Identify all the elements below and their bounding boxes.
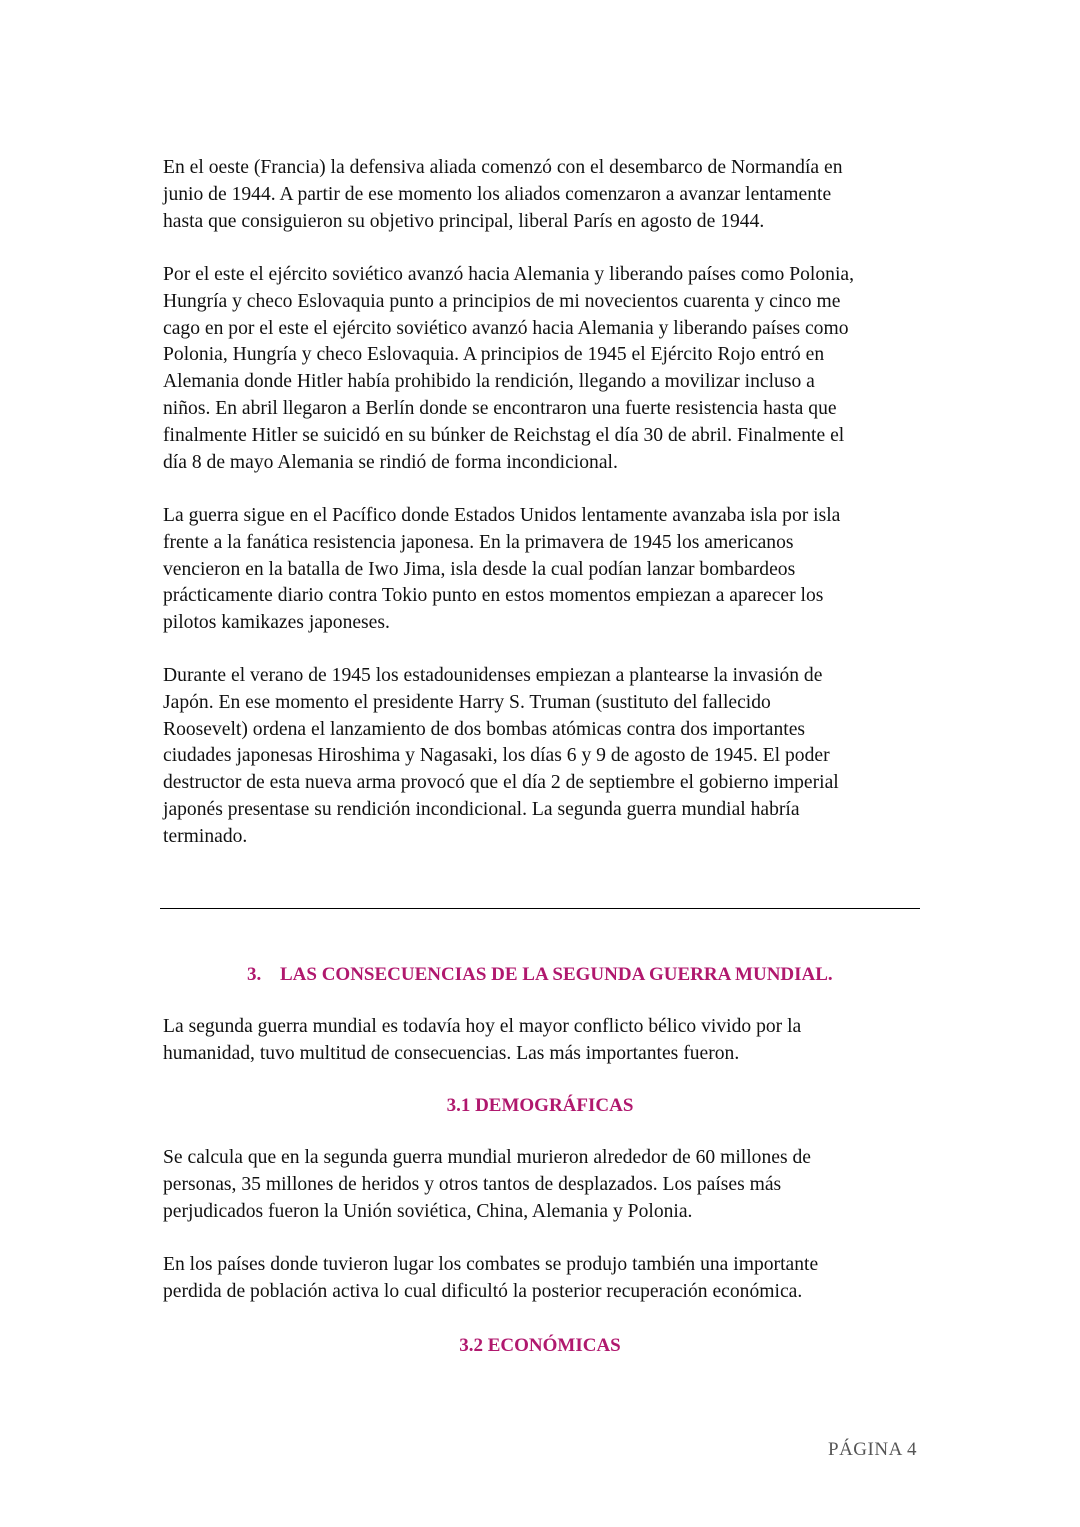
text-line: finalmente Hitler se suicidó en su búnker de Reichstag el día 30 de abril. Finalmente el — [163, 424, 845, 446]
text-line: Se calcula que en la segunda guerra mundial murieron alrededor de 60 millones de — [163, 1147, 811, 1168]
text-line: japonés presentase su rendición incondicional. La segunda guerra mundial habría — [163, 798, 800, 820]
text-line: cago en por el este el ejército soviético avanzó hacia Alemania y liberando países como — [163, 317, 849, 339]
text-line: En los países donde tuvieron lugar los combates se produjo también una importante — [163, 1254, 819, 1275]
section-title: LAS CONSECUENCIAS DE LA SEGUNDA GUERRA MUNDIAL. — [280, 964, 833, 985]
section-heading — [247, 962, 833, 988]
text-line: La guerra sigue en el Pacífico donde Estados Unidos lentamente avanzaba isla por isla — [163, 505, 841, 526]
paragraph-normandy — [163, 155, 923, 235]
text-line: Alemania donde Hitler había prohibido la rendición, llegando a movilizar incluso a — [163, 371, 815, 393]
text-line: Japón. En ese momento el presidente Harry S. Truman (sustituto del fallecido — [163, 691, 771, 713]
text-line: Polonia, Hungría y checo Eslovaquia. A principios de 1945 el Ejército Rojo entró en — [163, 344, 825, 366]
section-number: 3. — [247, 964, 262, 985]
section-intro — [163, 1014, 923, 1068]
paragraph-atomic-bombs — [163, 663, 923, 851]
paragraph-pacific — [163, 503, 923, 637]
text-line: Durante el verano de 1945 los estadounidenses empiezan a plantearse la invasión de — [163, 665, 823, 686]
text-line: perjudicados fueron la Unión soviética, China, Alemania y Polonia. — [163, 1200, 693, 1222]
text-line: Hungría y checo Eslovaquia punto a principios de mi novecientos cuarenta y cinco me — [163, 290, 841, 312]
text-line: La segunda guerra mundial es todavía hoy el mayor conflicto bélico vivido por la — [163, 1016, 802, 1037]
page-number: PÁGINA 4 — [828, 1439, 917, 1460]
paragraph-population-loss — [163, 1252, 923, 1306]
paragraph-eastern-front — [163, 262, 923, 476]
text-line: En el oeste (Francia) la defensiva aliada comenzó con el desembarco de Normandía en — [163, 157, 843, 178]
section-divider — [160, 908, 920, 909]
paragraph-casualties — [163, 1145, 923, 1225]
subsection-heading-demographics: 3.1 DEMOGRÁFICAS — [446, 1095, 634, 1116]
text-line: frente a la fanática resistencia japonesa. En la primavera de 1945 los americanos — [163, 531, 794, 553]
text-line: hasta que consiguieron su objetivo principal, liberal París en agosto de 1944. — [163, 210, 765, 232]
text-line: día 8 de mayo Alemania se rindió de forma incondicional. — [163, 451, 618, 473]
text-line: Por el este el ejército soviético avanzó hacia Alemania y liberando países como Polonia, — [163, 264, 854, 285]
text-line: personas, 35 millones de heridos y otros tantos de desplazados. Los países más — [163, 1173, 782, 1195]
text-line: niños. En abril llegaron a Berlín donde se encontraron una fuerte resistencia hasta que — [163, 397, 837, 419]
text-line: pilotos kamikazes japoneses. — [163, 612, 390, 634]
text-line: prácticamente diario contra Tokio punto en estos momentos empiezan a aparecer los — [163, 585, 824, 607]
text-line: vencieron en la batalla de Iwo Jima, isla desde la cual podían lanzar bombardeos — [163, 558, 796, 580]
text-line: destructor de esta nueva arma provocó que el día 2 de septiembre el gobierno imperial — [163, 772, 839, 794]
text-line: humanidad, tuvo multitud de consecuencias. Las más importantes fueron. — [163, 1042, 740, 1064]
text-line: terminado. — [163, 825, 248, 847]
text-line: perdida de población activa lo cual dificultó la posterior recuperación económica. — [163, 1280, 803, 1302]
text-line: Roosevelt) ordena el lanzamiento de dos bombas atómicas contra dos importantes — [163, 718, 806, 740]
text-line: junio de 1944. A partir de ese momento los aliados comenzaron a avanzar lentamente — [163, 183, 832, 205]
text-line: ciudades japonesas Hiroshima y Nagasaki, los días 6 y 9 de agosto de 1945. El poder — [163, 745, 830, 767]
subsection-heading-economic: 3.2 ECONÓMICAS — [459, 1335, 621, 1356]
